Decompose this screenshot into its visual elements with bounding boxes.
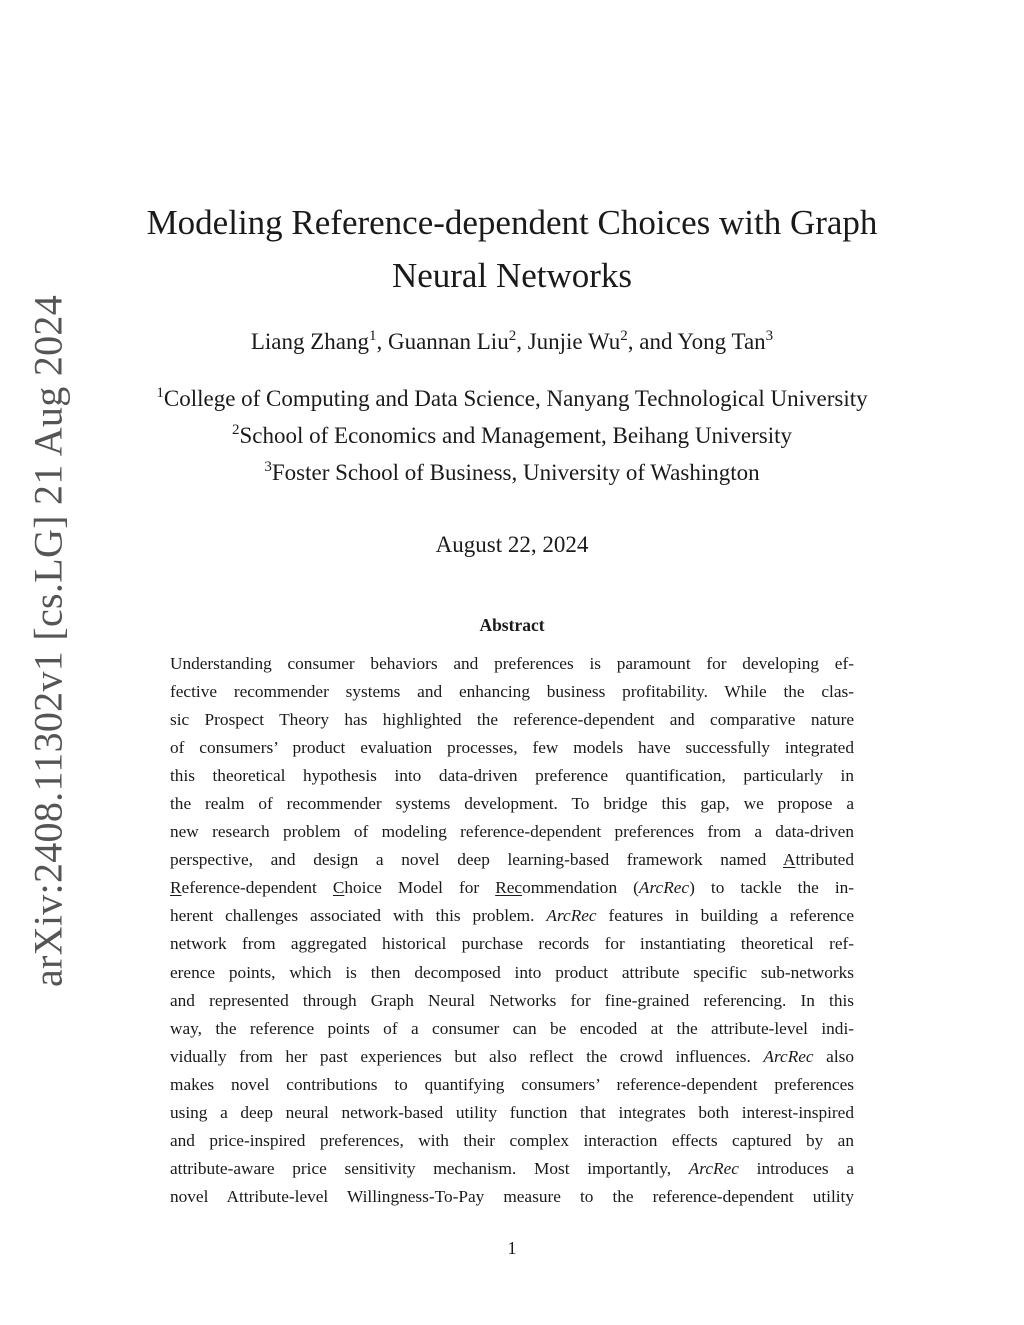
affiliation-1 (100, 380, 924, 417)
abstract-line: and price-inspired preferences, with their complex interaction effects captured by an (170, 1130, 854, 1150)
abstract-line (170, 1043, 854, 1071)
author-name: Liang Zhang (250, 329, 369, 354)
abstract-text: also (813, 1046, 854, 1066)
affiliation-mark: 3 (264, 459, 272, 475)
author-list (140, 324, 884, 360)
paper-title (140, 196, 884, 302)
abstract-line: using a deep neural network-based utility function that integrates both interest-inspired (170, 1102, 854, 1122)
acronym-underline: R (170, 878, 182, 898)
author-affiliation-mark: 2 (620, 328, 628, 344)
abstract-body (170, 650, 854, 1211)
abstract-text: vidually from her past experiences but also reflect the crowd influences. (170, 1046, 764, 1066)
abstract-line: novel Attribute-level Willingness-To-Pay measure to the reference-dependent utility (170, 1186, 854, 1206)
abstract-line: network from aggregated historical purchase records for instantiating theoretical ref- (170, 934, 854, 954)
abstract-text: features in building a reference (596, 906, 854, 926)
abstract-line: makes novel contributions to quantifying consumers’ reference-dependent preferences (170, 1074, 854, 1094)
author-affiliation-mark: 2 (508, 328, 517, 344)
author-name: , Guannan Liu (376, 329, 509, 354)
author-affiliation-mark: 3 (765, 328, 774, 344)
abstract-line: the realm of recommender systems development. To bridge this gap, we propose a (170, 794, 854, 814)
abstract-text: introduces a (738, 1158, 854, 1178)
abstract-line: Understanding consumer behaviors and preferences is paramount for developing ef- (170, 654, 854, 673)
affiliation-2 (100, 417, 924, 454)
affiliation-mark: 1 (156, 385, 164, 401)
abstract-text: herent challenges associated with this problem. (170, 906, 547, 926)
acronym-underline: A (782, 850, 796, 870)
affiliation-text: College of Computing and Data Science, Nanyang Technological University (163, 386, 868, 411)
abstract-text: attribute-aware price sensitivity mechanism. Most importantly, (170, 1158, 689, 1178)
model-name: ArcRec (763, 1046, 814, 1066)
author-name: , Junjie Wu (516, 329, 621, 354)
model-name: ArcRec (638, 878, 690, 898)
abstract-line (170, 902, 854, 930)
page-number: 1 (507, 1238, 517, 1258)
abstract-heading: Abstract (479, 615, 545, 635)
title-line-1: Modeling Reference-dependent Choices with Graph (146, 203, 878, 242)
author-affiliation-mark: 1 (368, 328, 377, 344)
arxiv-sidebar-stamp (20, 294, 76, 988)
abstract-text: ttributed (795, 850, 854, 870)
abstract-line: fective recommender systems and enhancing business profitability. While the clas- (170, 682, 854, 702)
abstract-line: of consumers’ product evaluation processes, few models have successfully integrated (170, 738, 854, 758)
model-name: ArcRec (688, 1158, 739, 1178)
publication-date: August 22, 2024 (435, 532, 589, 557)
abstract-line (170, 846, 854, 874)
acronym-underline: Rec (495, 878, 523, 898)
abstract-line (170, 1155, 854, 1183)
abstract-text: perspective, and design a novel deep learning-based framework named (170, 850, 783, 870)
model-name: ArcRec (546, 906, 597, 926)
abstract-line: this theoretical hypothesis into data-driven preference quantification, particularly in (170, 766, 854, 786)
abstract-line: new research problem of modeling reference-dependent preferences from a data-driven (170, 822, 854, 842)
affiliation-list (100, 380, 924, 491)
affiliation-text: School of Economics and Management, Beihang University (239, 423, 793, 448)
abstract-line: and represented through Graph Neural Networks for fine-grained referencing. In this (170, 990, 854, 1010)
acronym-underline: C (332, 878, 345, 898)
abstract-text: ) to tackle the in- (689, 878, 855, 898)
affiliation-mark: 2 (231, 422, 240, 438)
affiliation-text: Foster School of Business, University of Washington (271, 460, 760, 485)
author-name: , and Yong Tan (627, 329, 766, 354)
abstract-line: erence points, which is then decomposed into product attribute specific sub-networks (170, 962, 854, 982)
abstract-text: ommendation ( (522, 878, 639, 898)
abstract-text: hoice Model for (344, 878, 496, 898)
abstract-line (170, 874, 854, 902)
abstract-text: eference-dependent (181, 878, 333, 898)
arxiv-identifier: arXiv:2408.11302v1 [cs.LG] 21 Aug 2024 (25, 294, 71, 988)
affiliation-3 (100, 454, 924, 491)
title-line-2: Neural Networks (391, 256, 633, 295)
abstract-line: way, the reference points of a consumer can be encoded at the attribute-level indi- (170, 1018, 854, 1038)
abstract-line: sic Prospect Theory has highlighted the reference-dependent and comparative nature (170, 710, 854, 730)
